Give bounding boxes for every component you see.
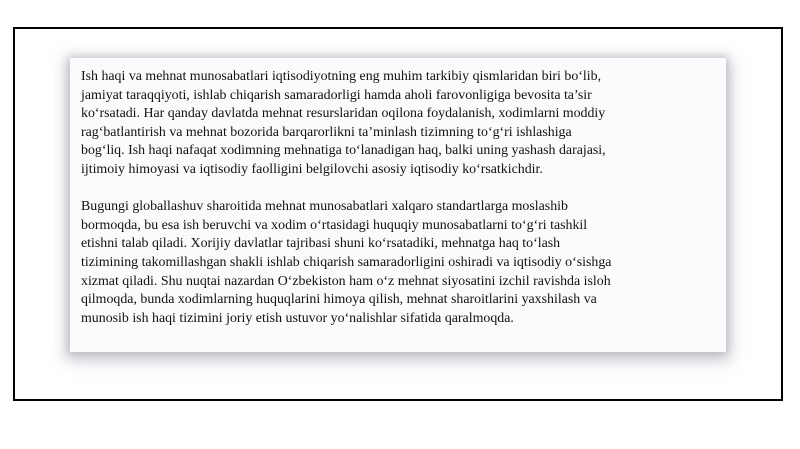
paragraph-line: xizmat qiladi. Shu nuqtai nazardan O‘zbekiston ham o‘z mehnat siyosatini izchil ravishda isloh xyxy=(81,273,611,289)
paragraph-line: tizimining takomillashgan shakli ishlab chiqarish samaradorligini oshiradi va iqtisodiy o‘sishga xyxy=(81,254,612,270)
paragraph-line: rag‘batlantirish va mehnat bozorida barqarorlikni ta’minlash tizimning to‘g‘ri ishlashiga xyxy=(81,124,572,140)
paragraph-2 xyxy=(81,198,716,328)
paragraph-line: etishni talab qiladi. Xorijiy davlatlar tajribasi shuni ko‘rsatadiki, mehnatga haq to‘lash xyxy=(81,236,561,252)
paragraph-line: qilmoqda, bunda xodimlarning huquqlarini himoya qilish, mehnat sharoitlarini yaxshilash va xyxy=(81,292,597,308)
paragraph-line: ijtimoiy himoyasi va iqtisodiy faolligini belgilovchi asosiy iqtisodiy ko‘rsatkichdir. xyxy=(81,161,543,177)
paragraph-line: Ish haqi va mehnat munosabatlari iqtisodiyotning eng muhim tarkibiy qismlaridan biri bo‘lib, xyxy=(81,69,602,84)
text-card xyxy=(70,58,726,352)
paragraph-line: ko‘rsatadi. Har qanday davlatda mehnat resurslaridan oqilona foydalanish, xodimlarni moddiy xyxy=(81,106,606,122)
paragraph-line: bormoqda, bu esa ish beruvchi va xodim o‘rtasidagi huquqiy munosabatlarni to‘g‘ri tashkil xyxy=(81,217,588,233)
paragraph-line: munosib ish haqi tizimini joriy etish ustuvor yo‘nalishlar sifatida qaralmoqda. xyxy=(81,310,514,326)
document-frame xyxy=(13,27,783,401)
paragraph-line: jamiyat taraqqiyoti, ishlab chiqarish samaradorligi hamda aholi farovonligiga bevosita ta’sir xyxy=(81,87,592,103)
paragraph-line: bog‘liq. Ish haqi nafaqat xodimning mehnatiga to‘lanadigan haq, balki uning yashash darajasi, xyxy=(81,143,606,159)
paragraph-line: Bugungi globallashuv sharoitida mehnat munosabatlari xalqaro standartlarga moslashib xyxy=(81,199,568,215)
paragraph-1 xyxy=(81,68,716,180)
